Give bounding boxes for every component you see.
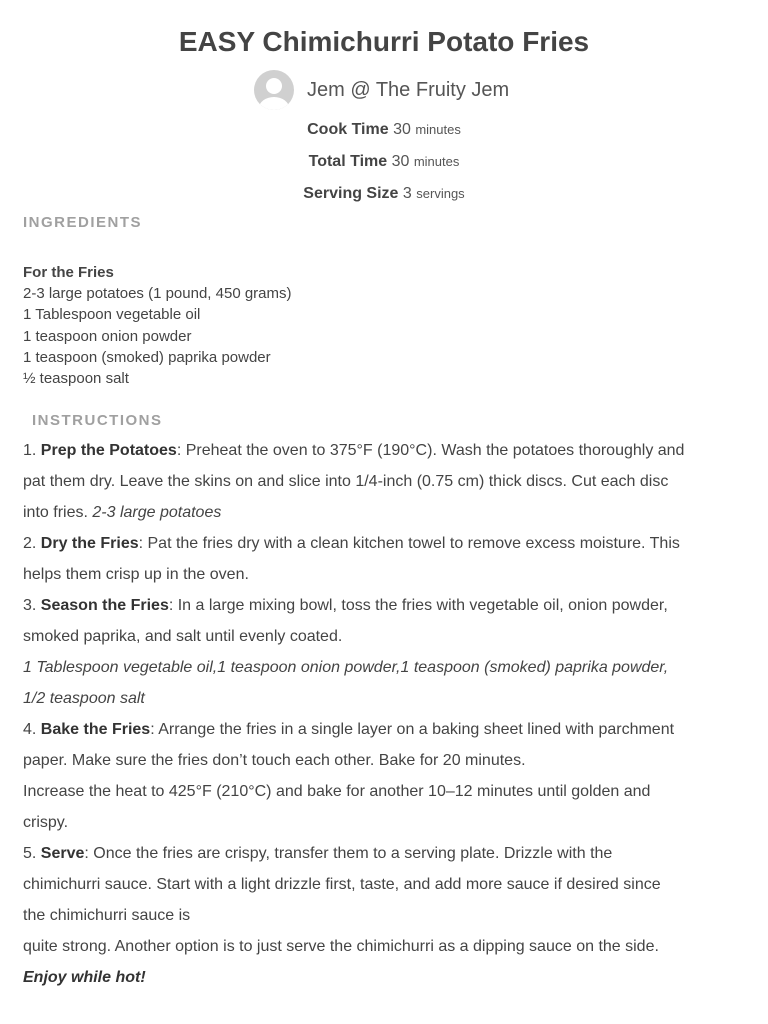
instructions-list [23,435,743,993]
step-text: smoked paprika, and salt until evenly coated. [23,628,343,645]
avatar-icon [254,70,294,110]
step-text: crispy. [23,814,69,831]
step-text: : Arrange the fries in a single layer on a baking sheet lined with parchment [150,721,675,738]
ingredient-group-title: For the Fries [23,264,114,281]
total-time [0,153,768,171]
closing-note: Enjoy while hot! [23,969,146,986]
step-text: : Pat the fries dry with a clean kitchen towel to remove excess moisture. This [138,535,680,552]
step-text: into fries. [23,504,88,521]
ingredient-item: 2-3 large potatoes (1 pound, 450 grams) [23,285,292,303]
instructions-heading: INSTRUCTIONS [32,412,163,429]
step-text: helps them crisp up in the oven. [23,566,249,583]
step-4 [23,714,743,838]
step-text: : Preheat the oven to 375°F (190°C). Wash the potatoes thoroughly and [176,442,685,459]
step-title: Season the Fries [40,597,169,614]
step-text: : In a large mixing bowl, toss the fries with vegetable oil, onion powder, [168,597,668,614]
step-number: 3. [23,597,37,614]
cook-time [0,121,768,139]
serving-size-unit: servings [416,186,465,201]
author-name: Jem @ The Fruity Jem [307,78,510,101]
total-time-unit: minutes [413,154,460,169]
ingredient-item: 1 teaspoon (smoked) paprika powder [23,348,271,366]
step-title: Dry the Fries [40,535,139,552]
cook-time-value: 30 [393,121,411,138]
ingredient-item: ½ teaspoon salt [23,370,129,388]
serving-size [0,185,768,203]
step-text: the chimichurri sauce is [23,907,191,924]
total-time-value: 30 [391,153,410,170]
author [254,70,509,110]
step-text: : Once the fries are crispy, transfer them to a serving plate. Drizzle with the [84,845,613,862]
step-text: paper. Make sure the fries don’t touch each other. Bake for 20 minutes. [23,752,526,769]
step-number: 1. [23,442,37,459]
step-5 [23,838,743,962]
step-title: Serve [40,845,85,862]
step-note: 1 Tablespoon vegetable oil,1 teaspoon onion powder,1 teaspoon (smoked) paprika powder, [23,659,669,676]
step-text: Increase the heat to 425°F (210°C) and bake for another 10–12 minutes until golden and [23,783,651,800]
serving-size-label: Serving Size [303,185,399,202]
step-number: 2. [23,535,37,552]
step-text: chimichurri sauce. Start with a light drizzle first, taste, and add more sauce if desired since [23,876,661,893]
step-1 [23,435,743,528]
step-note: 2-3 large potatoes [92,504,222,521]
step-title: Prep the Potatoes [40,442,177,459]
step-note: 1/2 teaspoon salt [23,690,145,707]
cook-time-label: Cook Time [307,121,389,138]
step-3 [23,590,743,714]
step-text: pat them dry. Leave the skins on and slice into 1/4-inch (0.75 cm) thick discs. Cut each disc [23,473,669,490]
total-time-label: Total Time [308,153,388,170]
ingredient-item: 1 Tablespoon vegetable oil [23,306,201,324]
ingredients-heading: INGREDIENTS [23,214,143,231]
step-2 [23,528,743,590]
ingredients-list [23,262,292,389]
step-title: Bake the Fries [40,721,151,738]
recipe-title: EASY Chimichurri Potato Fries [178,26,590,57]
ingredient-item: 1 teaspoon onion powder [23,327,192,345]
step-number: 4. [23,721,37,738]
serving-size-value: 3 [402,185,412,202]
step-number: 5. [23,845,37,862]
cook-time-unit: minutes [415,122,461,137]
step-text: quite strong. Another option is to just serve the chimichurri as a dipping sauce on the side. [23,938,659,955]
